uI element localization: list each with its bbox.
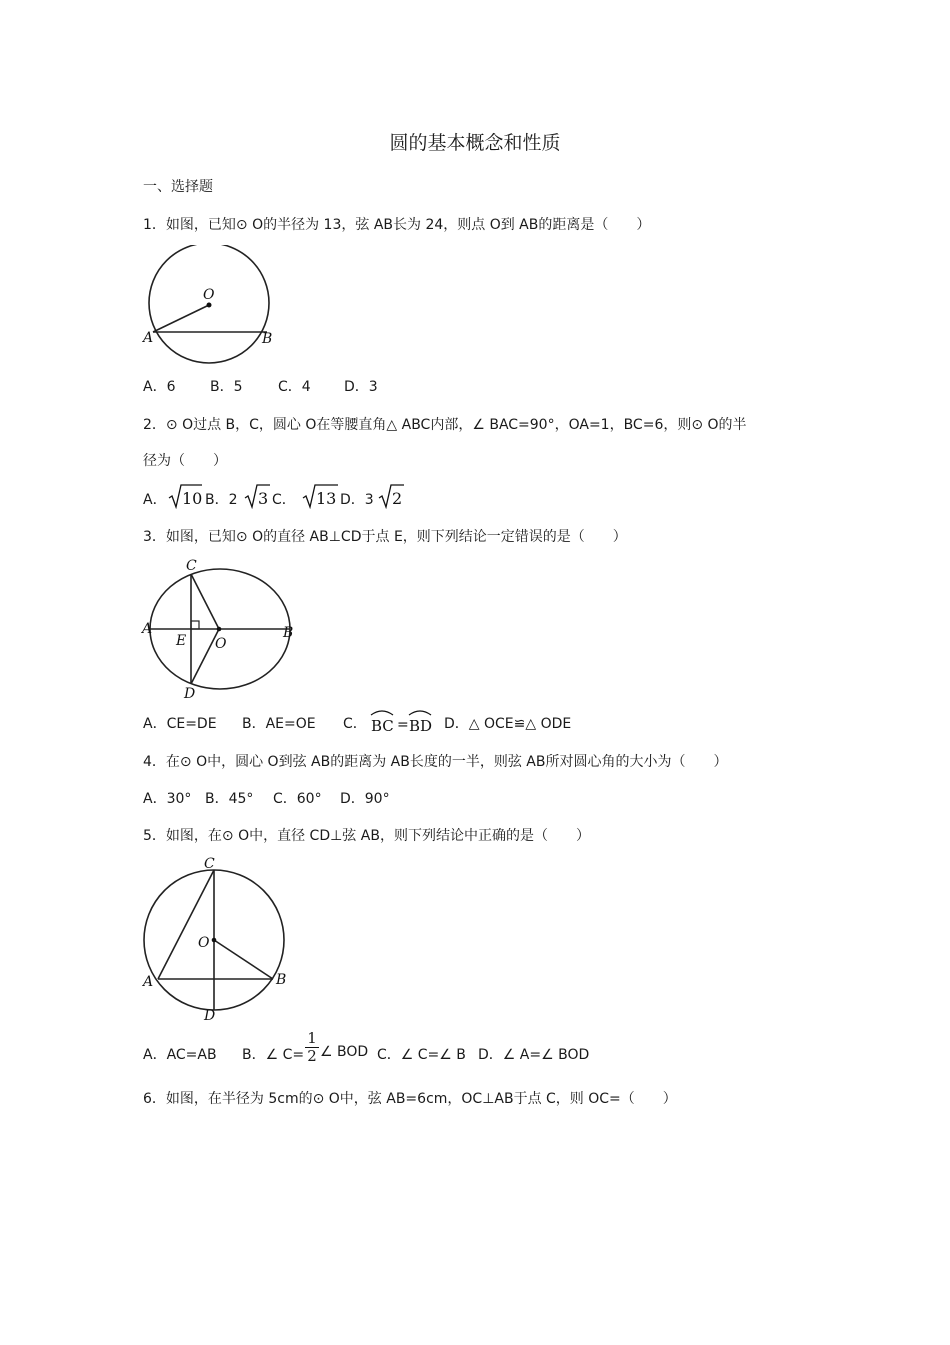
label-c: C [186,558,197,574]
radius-oa [153,305,209,332]
label-d: D [204,1008,216,1021]
question-3-option-d: D．△ OCE≌△ ODE [444,716,572,732]
page-title: 圆的基本概念和性质 [389,132,561,154]
question-1-option-b: B．5 [210,379,243,395]
question-2-option-d-label: D．3 [340,492,374,508]
sqrt-icon [302,483,338,509]
question-1-stem: 1．如图，已知⊙ O的半径为 13，弦 AB长为 24，则点 O到 AB的距离是（ ） [143,217,651,233]
question-5-figure [138,851,298,1021]
section-heading: 一、选择题 [143,179,213,195]
label-a: A [142,621,153,637]
question-2-option-a-label: A． [143,492,167,508]
question-4-option-b: B．45° [205,791,254,807]
label-o: O [215,636,227,652]
label-b: B [262,331,273,347]
sqrt-icon [378,483,404,509]
question-4-stem: 4．在⊙ O中，圆心 O到弦 AB的距离为 AB长度的一半，则弦 AB所对圆心角的大小为（ ） [143,754,728,770]
question-4-option-d: D．90° [340,791,390,807]
label-b: B [283,625,294,641]
radicand: 10 [182,489,202,508]
question-1-figure [140,245,280,370]
question-4-option-c: C．60° [273,791,322,807]
label-o: O [203,287,215,303]
question-5-option-b-rest: ∠ BOD [320,1044,369,1060]
sqrt-icon [168,483,202,509]
question-4-option-a: A．30° [143,791,192,807]
label-o: O [198,935,210,951]
arc-icon [371,711,393,715]
question-2-option-c-label: C． [272,492,296,508]
question-5-option-d: D．∠ A=∠ BOD [478,1047,590,1063]
question-3-option-c-label: C． [343,716,367,732]
question-1-option-c: C．4 [278,379,311,395]
equals-sign: = [397,717,409,733]
arc-icon [409,711,431,715]
question-2-option-b-label: B．2 [205,492,238,508]
label-e: E [176,633,187,649]
arc-bc-label: BC [371,717,394,734]
radicand: 2 [392,489,403,508]
question-3-option-c-arcs [368,706,436,734]
label-a: A [143,330,154,346]
label-d: D [184,686,196,701]
question-6-stem: 6．如图，在半径为 5cm的⊙ O中，弦 AB=6cm，OC⊥AB于点 C，则 OC=（ ） [143,1091,677,1107]
question-1-option-d: D．3 [344,379,378,395]
label-a: A [143,974,154,990]
question-3-option-b: B．AE=OE [242,716,316,732]
question-3-figure [140,553,305,701]
question-5-option-c: C．∠ C=∠ B [377,1047,466,1063]
center-point [207,303,212,308]
question-5-stem: 5．如图，在⊙ O中，直径 CD⊥弦 AB，则下列结论中正确的是（ ） [143,828,590,844]
label-b: B [276,972,287,988]
fraction-denominator: 2 [305,1047,319,1065]
fraction-numerator: 1 [307,1029,317,1047]
question-3-stem: 3．如图，已知⊙ O的直径 AB⊥CD于点 E，则下列结论一定错误的是（ ） [143,529,627,545]
question-5-option-a: A．AC=AB [143,1047,217,1063]
right-angle-mark [191,621,199,629]
sqrt-icon [244,483,270,509]
question-5-option-b-label: B．∠ C= [242,1047,305,1063]
label-c: C [204,856,215,872]
radicand: 3 [258,489,269,508]
question-3-option-a: A．CE=DE [143,716,217,732]
center-point [217,627,222,632]
question-1-option-a: A．6 [143,379,176,395]
segment-ac [158,870,214,979]
radicand: 13 [316,489,337,508]
segment-ob [214,940,273,979]
center-point [212,938,217,943]
fraction [305,1030,319,1065]
arc-bd-label: BD [409,717,433,734]
question-2-stem-line-2: 径为（ ） [143,453,227,469]
question-2-stem-line-1: 2．⊙ O过点 B，C，圆心 O在等腰直角△ ABC内部，∠ BAC=90°，OA=1，BC=6，则⊙ O的半 [143,417,747,433]
